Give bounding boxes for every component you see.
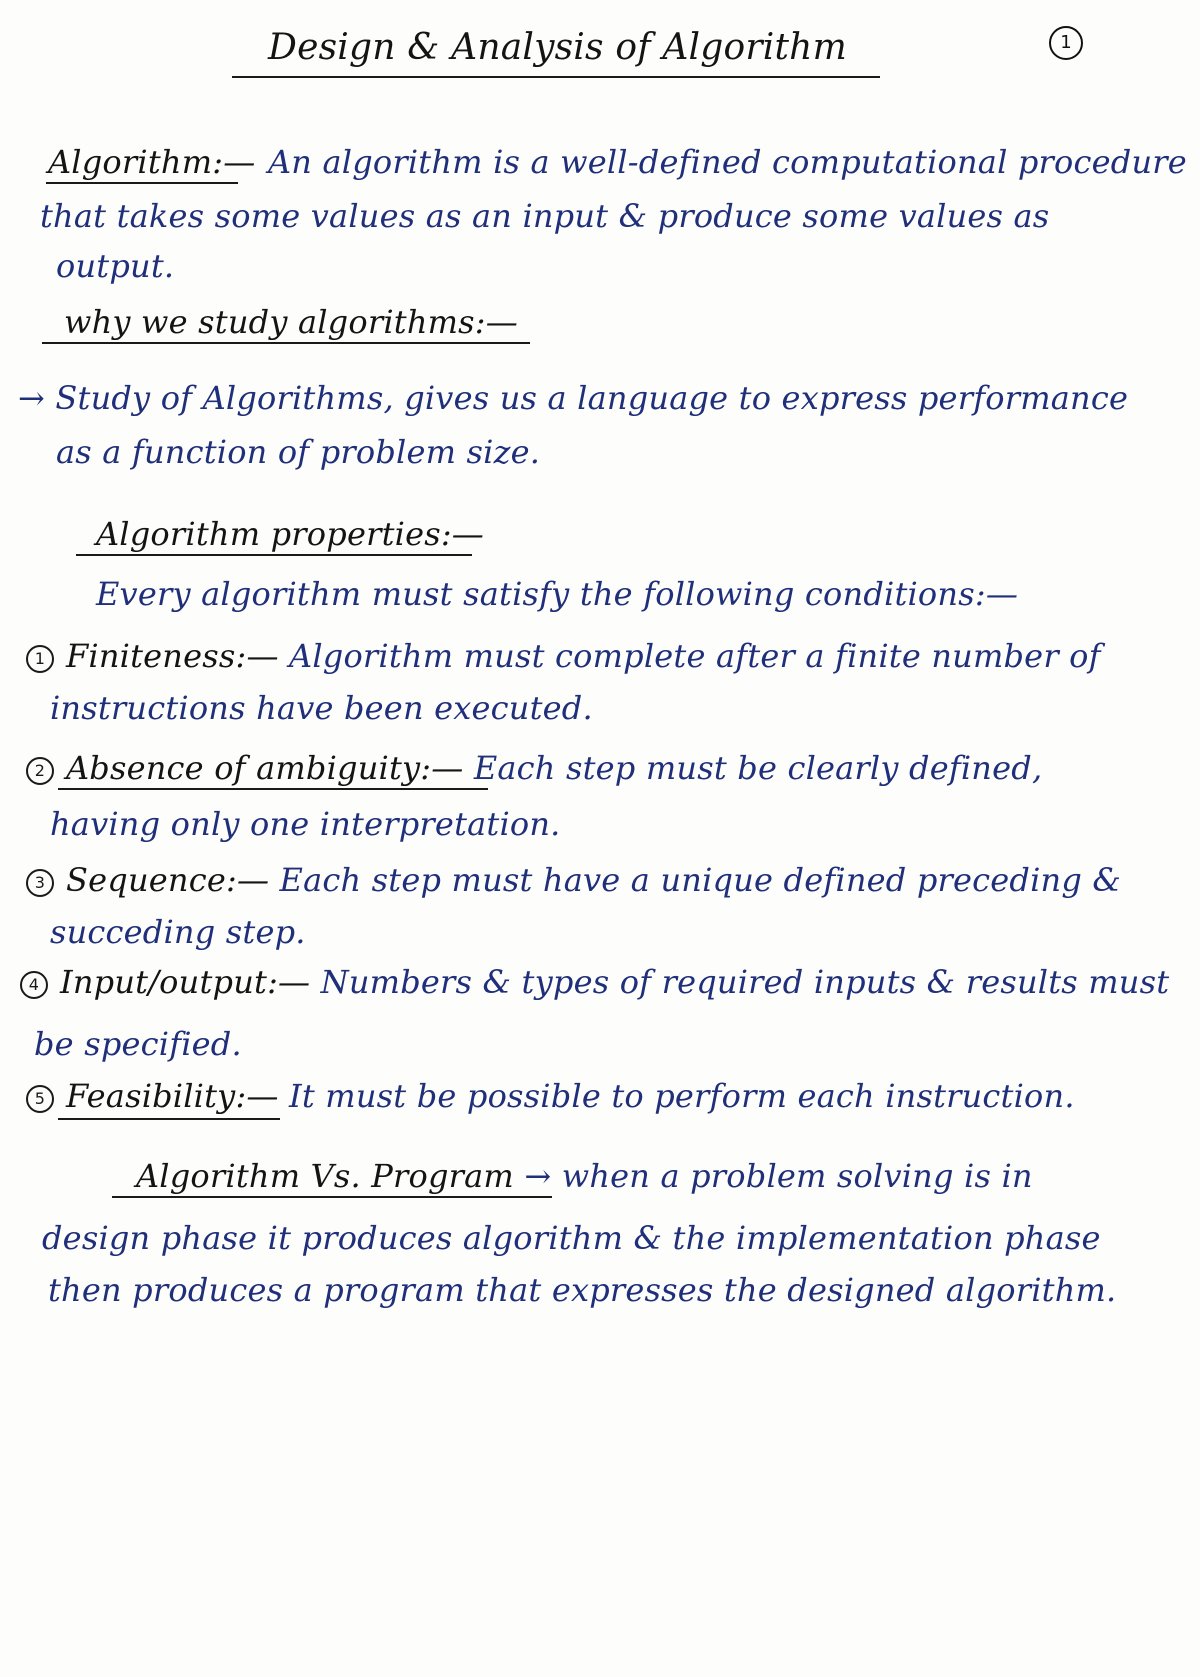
title-underline (232, 76, 880, 78)
property-absence-of-ambiguity-line-2: having only one interpretation. (50, 805, 561, 843)
number-badge: 2 (26, 757, 54, 785)
property-input-output-line-2: be specified. (34, 1025, 242, 1063)
properties-heading: Algorithm properties:— (96, 515, 485, 553)
property-text: Algorithm must complete after a finite number of (289, 637, 1101, 675)
property-sequence-line-2: succeding step. (50, 913, 306, 951)
vs-text: → when a problem solving is in (524, 1157, 1033, 1195)
vs-heading-underline (112, 1196, 552, 1198)
vs-line-1 (136, 1157, 1033, 1195)
number-badge: 1 (26, 645, 54, 673)
property-name: Input/output:— (60, 963, 311, 1001)
why-line-1: → Study of Algorithms, gives us a language to express performance (18, 379, 1129, 417)
why-heading: why we study algorithms:— (64, 303, 518, 341)
property-sequence (26, 861, 1122, 899)
definition-line-1: An algorithm is a well-defined computational procedure (268, 143, 1187, 181)
property-absence-of-ambiguity (26, 749, 1043, 787)
property-finiteness-line-2: instructions have been executed. (50, 689, 593, 727)
property-name: Absence of ambiguity:— (66, 749, 464, 787)
definition-line-3: output. (56, 247, 175, 285)
vs-line-3: then produces a program that expresses the designed algorithm. (48, 1271, 1117, 1309)
property-finiteness (26, 637, 1101, 675)
number-badge: 5 (26, 1085, 54, 1113)
why-line-2: as a function of problem size. (56, 433, 541, 471)
property-input-output (20, 963, 1170, 1001)
property-text: Each step must be clearly defined, (473, 749, 1043, 787)
vs-line-2: design phase it produces algorithm & the implementation phase (42, 1219, 1101, 1257)
page-number: 1 (1049, 26, 1083, 60)
feasibility-underline (58, 1118, 280, 1120)
definition-line-2: that takes some values as an input & produce some values as (40, 197, 1050, 235)
number-badge: 3 (26, 869, 54, 897)
property-text: It must be possible to perform each instruction. (289, 1077, 1075, 1115)
vs-heading: Algorithm Vs. Program (136, 1157, 514, 1195)
property-text: Each step must have a unique defined preceding & (279, 861, 1122, 899)
property-text: Numbers & types of required inputs & results must (320, 963, 1170, 1001)
property-feasibility (26, 1077, 1075, 1115)
page-title: Design & Analysis of Algorithm (268, 27, 847, 68)
property-name: Sequence:— (66, 861, 270, 899)
algorithm-label: Algorithm:— (48, 143, 256, 181)
algorithm-label-underline (46, 182, 238, 184)
properties-intro: Every algorithm must satisfy the following conditions:— (96, 575, 1019, 613)
why-heading-underline (42, 342, 530, 344)
number-badge: 4 (20, 971, 48, 999)
property-name: Feasibility:— (66, 1077, 279, 1115)
properties-heading-underline (76, 554, 472, 556)
ambiguity-underline (58, 788, 488, 790)
property-name: Finiteness:— (66, 637, 279, 675)
